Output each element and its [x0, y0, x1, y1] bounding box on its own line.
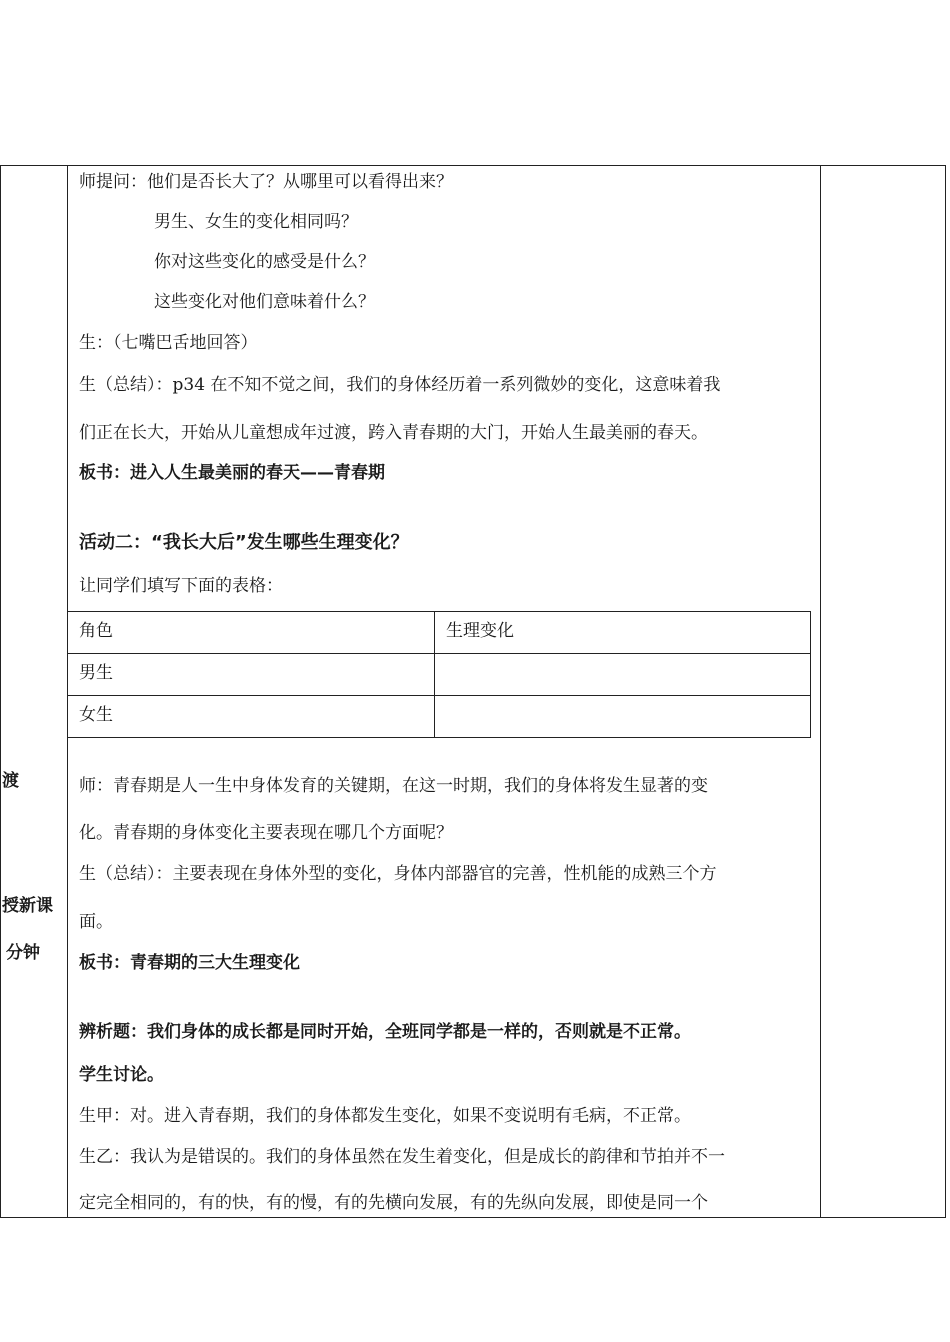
column-divider-2 [820, 166, 821, 1217]
table-cell-role: 女生 [68, 696, 435, 738]
student-answer: 生：（七嘴巴舌地回答） [79, 333, 258, 353]
table-header-change: 生理变化 [435, 612, 811, 654]
student-b-answer-2: 定完全相同的，有的快，有的慢，有的先横向发展，有的先纵向发展，即使是同一个 [79, 1193, 708, 1213]
student-b-answer-1: 生乙：我认为是错误的。我们的身体虽然在发生着变化，但是成长的韵律和节拍并不一 [79, 1147, 725, 1167]
question-4: 这些变化对他们意味着什么？ [154, 292, 375, 312]
table-cell-change [435, 654, 811, 696]
border-right [945, 166, 946, 1217]
board-note-2: 板书：青春期的三大生理变化 [79, 953, 300, 973]
table-row [68, 696, 811, 738]
activity-two-heading: 活动二：“我长大后”发生哪些生理变化？ [79, 532, 409, 553]
student-a-answer: 生甲：对。进入青春期，我们的身体都发生变化，如果不变说明有毛病，不正常。 [79, 1106, 691, 1126]
student-summary-2: 们正在长大，开始从儿童想成年过渡，跨入青春期的大门，开始人生最美丽的春天。 [79, 423, 708, 443]
teacher-statement-2: 化。青春期的身体变化主要表现在哪几个方面呢？ [79, 823, 453, 843]
student-summary-3: 生（总结）：主要表现在身体外型的变化，身体内部器官的完善，性机能的成熟三个方 [79, 864, 717, 884]
student-summary-4: 面。 [79, 912, 113, 932]
student-discussion: 学生讨论。 [79, 1065, 164, 1085]
board-note-1: 板书：进入人生最美丽的春天——青春期 [79, 463, 385, 483]
side-label-stage: 渡 [2, 771, 19, 791]
table-cell-role: 男生 [68, 654, 435, 696]
border-left [0, 166, 1, 1217]
table-header-row [68, 612, 811, 654]
table-cell-change [435, 696, 811, 738]
student-summary-1: 生（总结）：p34 在不知不觉之间，我们的身体经历着一系列微妙的变化，这意味着我 [79, 375, 721, 395]
teacher-statement-1: 师：青春期是人一生中身体发育的关键期，在这一时期，我们的身体将发生显著的变 [79, 776, 708, 796]
side-label-new-lesson: 授新课 [2, 896, 53, 916]
table-header-role: 角色 [68, 612, 435, 654]
table-row [68, 654, 811, 696]
teacher-question: 师提问：他们是否长大了？从哪里可以看得出来？ [79, 172, 453, 192]
question-3: 你对这些变化的感受是什么？ [154, 252, 375, 272]
table-instruction: 让同学们填写下面的表格： [79, 576, 283, 596]
side-label-minutes: 分钟 [6, 943, 40, 963]
question-2: 男生、女生的变化相同吗？ [154, 212, 358, 232]
physiology-table [67, 611, 811, 738]
discussion-question: 辨析题：我们身体的成长都是同时开始，全班同学都是一样的，否则就是不正常。 [79, 1022, 691, 1042]
